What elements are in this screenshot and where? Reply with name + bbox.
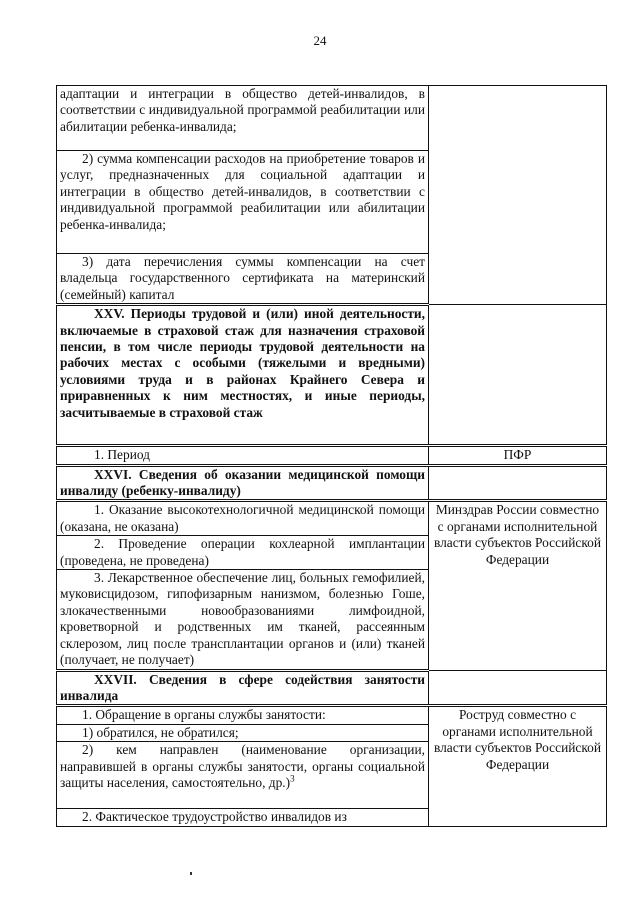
- section-xxvii-heading: XXVII. Сведения в сфере содействия занятости инвалида: [57, 670, 429, 706]
- period-cell: 1. Период: [57, 446, 429, 465]
- org-cell-empty: [429, 670, 607, 706]
- table-row: [57, 86, 607, 151]
- high-tech-care-cell: 1. Оказание высокотехнологичной медицинской помощи (оказана, не оказана): [57, 501, 429, 536]
- org-cell-pfr: ПФР: [429, 446, 607, 465]
- applied-status-cell: 1) обратился, не обратился;: [57, 724, 429, 741]
- table-row: [57, 465, 607, 501]
- page-number: 24: [313, 33, 327, 48]
- compensation-amount-cell: 2) сумма компенсации расходов на приобретение товаров и услуг, предназначенных для социальной адаптации и интеграции в общество детей-инвалидов, в соответствии с индивидуальной программой реабилитации или абилитации ребенка-инвалида;: [57, 151, 429, 254]
- table-row: [57, 305, 607, 446]
- footnote-mark: 3: [290, 773, 295, 784]
- referred-by-cell: [57, 742, 429, 809]
- org-cell-empty: [429, 86, 607, 305]
- actual-employment-cell: 2. Фактическое трудоустройство инвалидов из: [57, 809, 429, 827]
- compensation-purpose-cell: адаптации и интеграции в общество детей-инвалидов, в соответствии с индивидуальной программой реабилитации или абилитации ребенка-инвалида;: [57, 86, 429, 151]
- org-cell-empty: [429, 465, 607, 501]
- data-table: [56, 85, 607, 827]
- table-row: [57, 670, 607, 706]
- table-row: [57, 446, 607, 465]
- org-cell-rostrud: Роструд совместно с органами исполнительной власти субъектов Российской Федерации: [429, 706, 607, 827]
- drug-provision-cell: 3. Лекарственное обеспечение лиц, больных гемофилией, муковисцидозом, гипофизарным нанизмом, болезнью Гоше, злокачественными новообразованиями лимфоидной, кроветворной и родственных им тканей, рассеянным склерозом, лиц после трансплантации органов и (или) тканей (получает, не получает): [57, 570, 429, 670]
- scan-mark: [190, 872, 192, 875]
- referred-by-text: 2) кем направлен (наименование организации, направившей в органы службы занятости, органы социальной защиты населения, самостоятельно, др.): [60, 742, 425, 790]
- cochlear-implant-cell: 2. Проведение операции кохлеарной имплантации (проведена, не проведена): [57, 536, 429, 570]
- table-row: [57, 501, 607, 536]
- section-xxvi-heading: XXVI. Сведения об оказании медицинской помощи инвалиду (ребенку-инвалиду): [57, 465, 429, 501]
- transfer-date-cell: 3) дата перечисления суммы компенсации на счет владельца государственного сертификата на материнский (семейный) капитал: [57, 254, 429, 305]
- section-xxv-heading: XXV. Периоды трудовой и (или) иной деятельности, включаемые в страховой стаж для назначения страховой пенсии, в том числе периоды трудовой деятельности на рабочих местах с особыми (тяжелыми и вредными) условиями труда и в районах Крайнего Севера и приравненных к ним местностях, и иные периоды, засчитываемые в страховой стаж: [57, 305, 429, 446]
- org-cell-empty: [429, 305, 607, 446]
- table-row: [57, 706, 607, 724]
- org-cell-minzdrav: Минздрав России совместно с органами исполнительной власти субъектов Российской Федерации: [429, 501, 607, 670]
- employment-service-cell: 1. Обращение в органы службы занятости:: [57, 706, 429, 724]
